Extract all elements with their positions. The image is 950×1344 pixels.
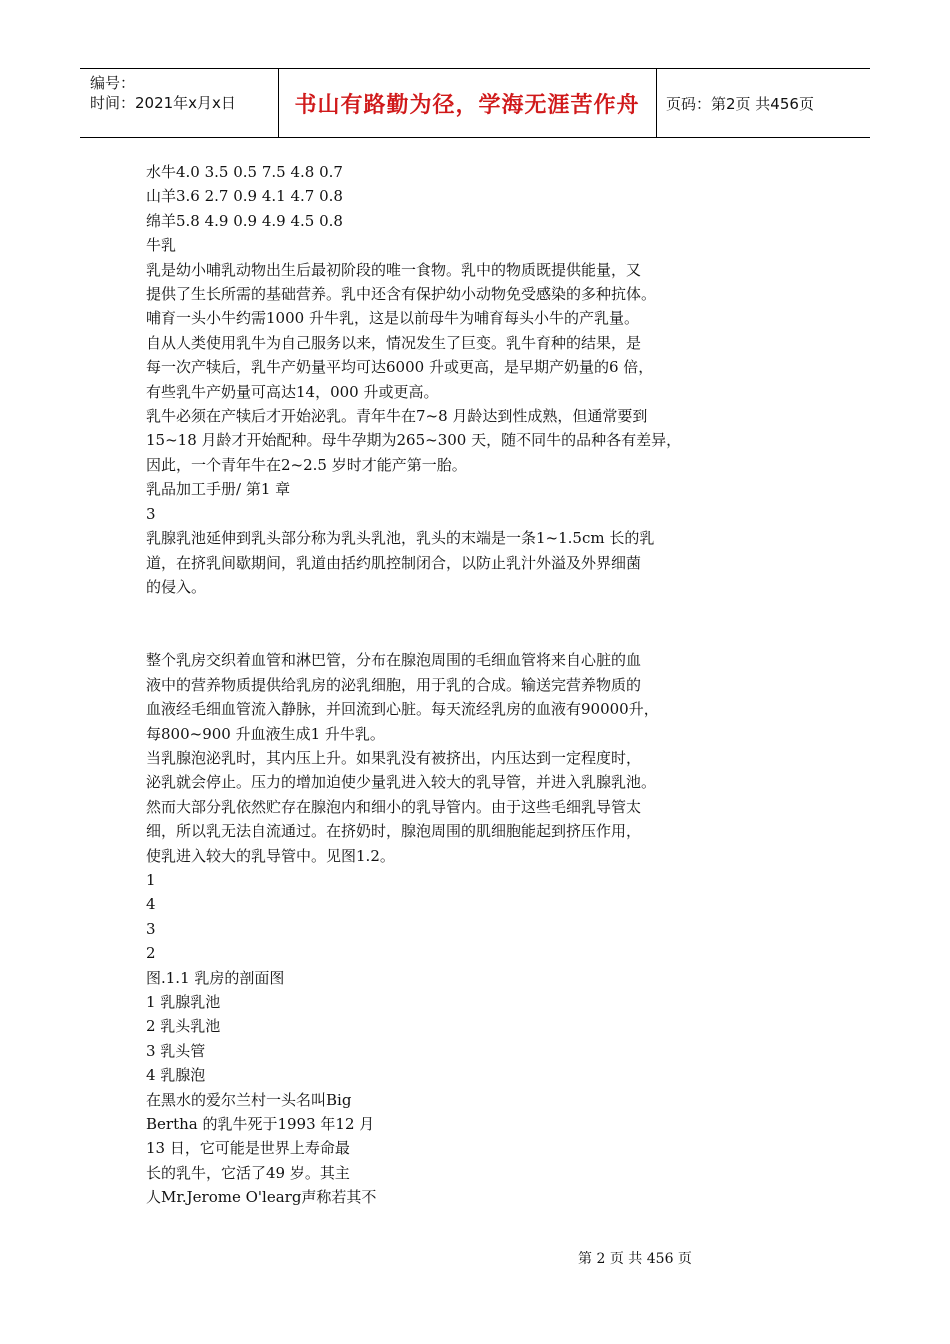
text-line: 长的乳牛，它活了49 岁。其主 xyxy=(146,1163,350,1182)
header-page-number: 页码：第2页 共456页 xyxy=(666,94,814,113)
text-line: 乳牛必须在产犊后才开始泌乳。青年牛在7~8 月龄达到性成熟，但通常要到 xyxy=(146,407,648,426)
text-line: 4 xyxy=(146,895,156,914)
text-line: 道，在挤乳间歇期间，乳道由括约肌控制闭合，以防止乳汁外溢及外界细菌 xyxy=(146,553,642,572)
text-line: 3 乳头管 xyxy=(146,1041,206,1060)
text-line: 1 xyxy=(146,870,156,889)
page-footer xyxy=(0,1248,950,1268)
text-line: 提供了生长所需的基础营养。乳中还含有保护幼小动物免受感染的多种抗体。 xyxy=(146,285,657,304)
text-line: 整个乳房交织着血管和淋巴管，分布在腺泡周围的毛细血管将来自心脏的血 xyxy=(146,651,642,670)
text-line: 因此，一个青年牛在2~2.5 岁时才能产第一胎。 xyxy=(146,455,467,474)
text-block-b xyxy=(146,648,726,1209)
text-line: 3 xyxy=(146,504,156,523)
text-line: 2 xyxy=(146,944,156,963)
text-line: 哺育一头小牛约需1000 升牛乳，这是以前母牛为哺育每头小牛的产乳量。 xyxy=(146,309,639,328)
text-line: 的侵入。 xyxy=(146,577,207,596)
text-line: 3 xyxy=(146,919,156,938)
text-line: 细，所以乳无法自流通过。在挤奶时，腺泡周围的肌细胞能起到挤压作用， xyxy=(146,822,642,841)
text-line: 水牛4.0 3.5 0.5 7.5 4.8 0.7 xyxy=(146,163,343,181)
text-line: 绵羊5.8 4.9 0.9 4.9 4.5 0.8 xyxy=(146,211,343,230)
page-header xyxy=(80,68,870,138)
motto-text: 书山有路勤为径，学海无涯苦作舟 xyxy=(294,92,640,118)
text-line: 图.1.1 乳房的剖面图 xyxy=(146,968,285,987)
text-line: 每一次产犊后，乳牛产奶量平均可达6000 升或更高，是早期产奶量的6 倍， xyxy=(146,358,654,377)
footer-page-number: 第 2 页 共 456 页 xyxy=(578,1251,692,1267)
text-line: Bertha 的乳牛死于1993 年12 月 xyxy=(146,1115,375,1134)
text-line: 乳品加工手册/ 第1 章 xyxy=(146,480,291,499)
header-meta xyxy=(80,69,279,137)
text-line: 每800~900 升血液生成1 升牛乳。 xyxy=(146,724,385,743)
text-line: 1 乳腺乳池 xyxy=(146,993,221,1011)
text-line: 山羊3.6 2.7 0.9 4.1 4.7 0.8 xyxy=(146,187,343,206)
text-line: 4 乳腺泡 xyxy=(146,1066,206,1085)
text-line: 泌乳就会停止。压力的增加迫使少量乳进入较大的乳导管，并进入乳腺乳池。 xyxy=(146,773,657,792)
text-line: 在黑水的爱尔兰村一头名叫Big xyxy=(146,1090,352,1109)
text-line: 乳是幼小哺乳动物出生后最初阶段的唯一食物。乳中的物质既提供能量，又 xyxy=(146,260,642,279)
paragraph-gap xyxy=(146,599,726,648)
text-line: 当乳腺泡泌乳时，其内压上升。如果乳没有被挤出，内压达到一定程度时， xyxy=(146,748,642,767)
text-line: 有些乳牛产奶量可高达14，000 升或更高。 xyxy=(146,382,439,401)
header-motto xyxy=(278,69,657,137)
text-line: 自从人类使用乳牛为自己服务以来，情况发生了巨变。乳牛育种的结果，是 xyxy=(146,333,642,352)
text-line: 血液经毛细血管流入静脉，并回流到心脏。每天流经乳房的血液有90000升， xyxy=(146,700,659,719)
text-line: 人Mr.Jerome O'learg声称若其不 xyxy=(146,1188,377,1207)
text-line: 乳腺乳池延伸到乳头部分称为乳头乳池，乳头的末端是一条1~1.5cm 长的乳 xyxy=(146,529,655,548)
doc-date: 时间：2021年x月x日 xyxy=(90,94,236,112)
text-line: 然而大部分乳依然贮存在腺泡内和细小的乳导管内。由于这些毛细乳导管太 xyxy=(146,797,642,816)
text-line: 液中的营养物质提供给乳房的泌乳细胞，用于乳的合成。输送完营养物质的 xyxy=(146,675,642,694)
text-line: 13 日，它可能是世界上寿命最 xyxy=(146,1139,350,1158)
text-line: 牛乳 xyxy=(146,236,177,255)
doc-number-label: 编号： xyxy=(90,74,136,92)
text-line: 2 乳头乳池 xyxy=(146,1017,221,1036)
text-block-a xyxy=(146,160,726,599)
document-body xyxy=(146,160,726,1210)
text-line: 使乳进入较大的乳导管中。见图1.2。 xyxy=(146,846,395,865)
text-line: 15~18 月龄才开始配种。母牛孕期为265~300 天，随不同牛的品种各有差异， xyxy=(146,431,682,450)
